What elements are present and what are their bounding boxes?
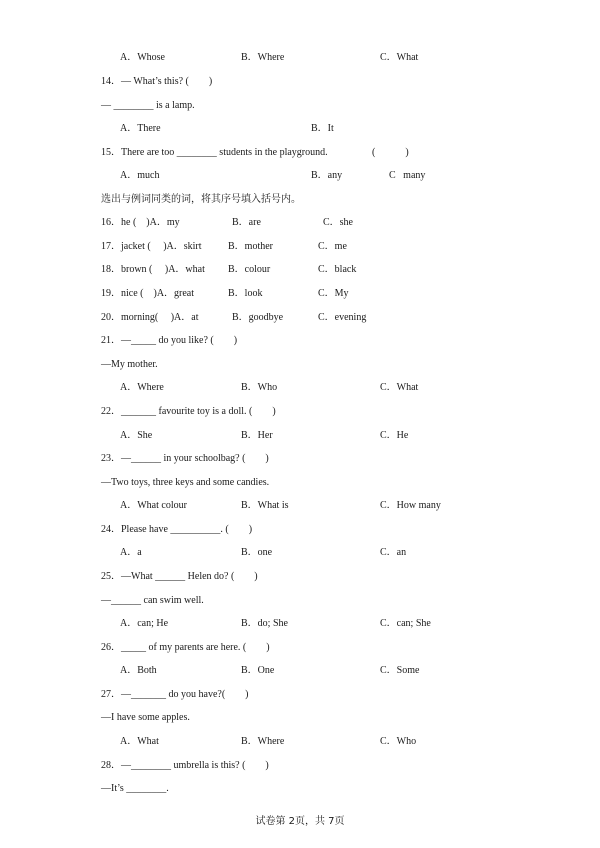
q24-options bbox=[0, 547, 600, 559]
q23-options bbox=[0, 500, 600, 512]
option-c: C．Who bbox=[380, 736, 417, 747]
option-a: A．much bbox=[120, 170, 160, 181]
q27-options bbox=[0, 736, 600, 748]
option-c: C．black bbox=[318, 264, 357, 275]
q21-stem: 21．—_____ do you like? ( ) bbox=[101, 335, 238, 346]
q15-bracket: ( ) bbox=[372, 147, 409, 158]
q14-answer-line: — ________ is a lamp. bbox=[101, 100, 195, 111]
q20-stem: 20．morning( )A．at bbox=[101, 312, 199, 323]
q13-options bbox=[0, 52, 600, 64]
q28-answer-line: —It’s ________. bbox=[101, 783, 169, 794]
option-b: B．one bbox=[241, 547, 273, 558]
option-c: C．Some bbox=[380, 665, 420, 676]
q14-options bbox=[0, 123, 600, 135]
option-c: C．can; She bbox=[380, 618, 431, 629]
option-b: B．Who bbox=[241, 382, 278, 393]
option-b: B．goodbye bbox=[232, 312, 284, 323]
option-c: C．she bbox=[323, 217, 353, 228]
q15-stem: 15．There are too ________ students in the playground. bbox=[101, 147, 328, 158]
option-c: C．What bbox=[380, 52, 419, 63]
q26-options bbox=[0, 665, 600, 677]
q28-stem: 28．—________ umbrella is this? ( ) bbox=[101, 760, 269, 771]
q16-stem: 16．he ( )A．my bbox=[101, 217, 180, 228]
option-b: B．Where bbox=[241, 736, 285, 747]
q21-answer-line: —My mother. bbox=[101, 359, 158, 370]
option-a: A．can; He bbox=[120, 618, 169, 629]
q16-row bbox=[0, 217, 600, 229]
q17-stem: 17．jacket ( )A．skirt bbox=[101, 241, 202, 252]
q25-answer-line: —______ can swim well. bbox=[101, 595, 204, 606]
option-a: A．There bbox=[120, 123, 161, 134]
q18-row bbox=[0, 264, 600, 276]
q22-stem: 22．_______ favourite toy is a doll. ( ) bbox=[101, 406, 276, 417]
option-c: C many bbox=[389, 170, 426, 181]
option-a: A．She bbox=[120, 430, 153, 441]
section-instruction: 选出与例词同类的词，将其序号填入括号内。 bbox=[101, 194, 301, 205]
q21-options bbox=[0, 382, 600, 394]
option-c: C．an bbox=[380, 547, 407, 558]
option-b: B．colour bbox=[228, 264, 271, 275]
option-c: C．How many bbox=[380, 500, 441, 511]
option-c: C．What bbox=[380, 382, 419, 393]
option-c: C．He bbox=[380, 430, 409, 441]
q18-stem: 18．brown ( )A．what bbox=[101, 264, 205, 275]
q26-stem: 26．_____ of my parents are here. ( ) bbox=[101, 642, 270, 653]
option-b: B．It bbox=[311, 123, 334, 134]
option-b: B．look bbox=[228, 288, 263, 299]
q23-stem: 23．—______ in your schoolbag? ( ) bbox=[101, 453, 269, 464]
q23-answer-line: —Two toys, three keys and some candies. bbox=[101, 477, 270, 488]
q19-stem: 19．nice ( )A．great bbox=[101, 288, 195, 299]
option-b: B．do; She bbox=[241, 618, 288, 629]
q14-stem: 14．— What’s this? ( ) bbox=[101, 76, 213, 87]
option-b: B．Where bbox=[241, 52, 285, 63]
option-b: B．are bbox=[232, 217, 261, 228]
option-a: A．Both bbox=[120, 665, 157, 676]
option-a: A．Whose bbox=[120, 52, 165, 63]
q15-options bbox=[0, 170, 600, 182]
q20-row bbox=[0, 312, 600, 324]
page-footer: 试卷第 2页，共 7页 bbox=[255, 816, 345, 827]
option-b: B．One bbox=[241, 665, 275, 676]
q24-stem: 24．Please have __________. ( ) bbox=[101, 524, 253, 535]
option-a: A．Where bbox=[120, 382, 164, 393]
option-a: A．a bbox=[120, 547, 142, 558]
q27-stem: 27．—_______ do you have?( ) bbox=[101, 689, 249, 700]
option-b: B．any bbox=[311, 170, 343, 181]
option-c: C．My bbox=[318, 288, 349, 299]
option-c: C．me bbox=[318, 241, 347, 252]
q27-answer-line: —I have some apples. bbox=[101, 712, 190, 723]
q25-stem: 25．—What ______ Helen do? ( ) bbox=[101, 571, 258, 582]
q17-row bbox=[0, 241, 600, 253]
option-b: B．mother bbox=[228, 241, 273, 252]
q19-row bbox=[0, 288, 600, 300]
option-a: A．What colour bbox=[120, 500, 187, 511]
q25-options bbox=[0, 618, 600, 630]
q22-options bbox=[0, 430, 600, 442]
option-c: C．evening bbox=[318, 312, 367, 323]
option-a: A．What bbox=[120, 736, 159, 747]
option-b: B．What is bbox=[241, 500, 289, 511]
option-b: B．Her bbox=[241, 430, 273, 441]
